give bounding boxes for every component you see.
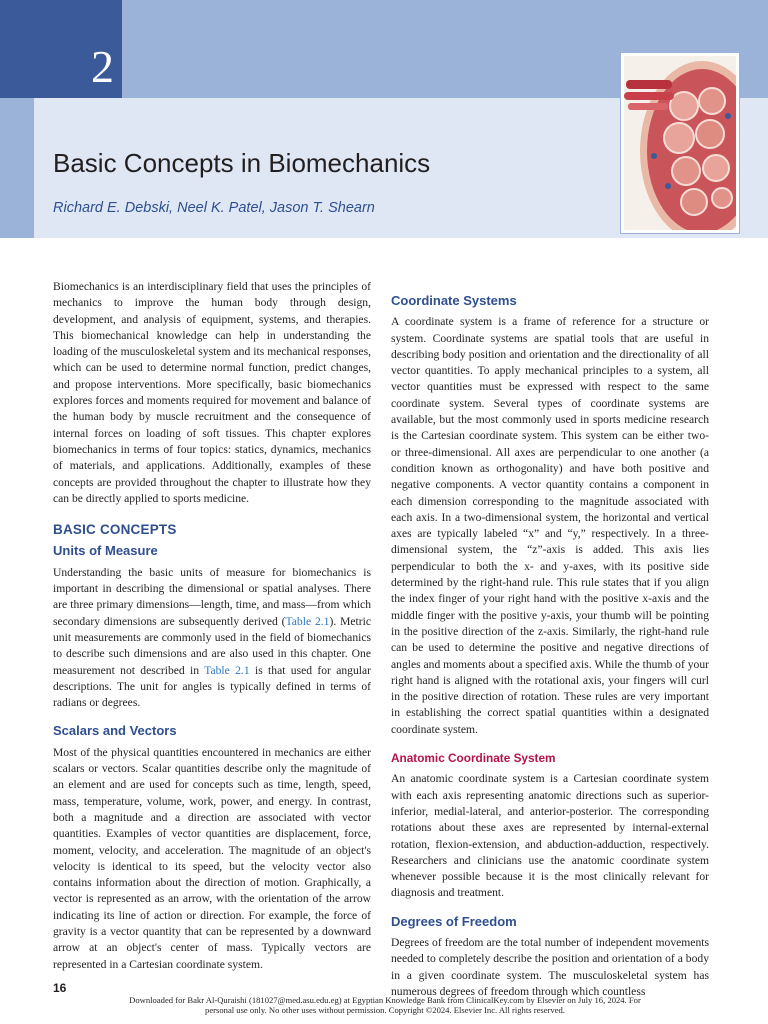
units-text-b: ). Metric unit measurements are commonly used in the field of biomechanics to describe such dimensions and are also used in this chapter. One measurement not described in xyxy=(53,614,372,677)
units-text-a: Understanding the basic units of measure for biomechanics is important in describing the dimensional or spatial analyses. There are three primary dimensions—length, time, and mass—from which secondary dimensions are subsequently derived ( xyxy=(53,565,371,628)
subheading-degrees-of-freedom: Degrees of Freedom xyxy=(391,913,517,929)
table-2-1-link[interactable]: Table 2.1 xyxy=(285,614,330,628)
scalars-paragraph: Most of the physical quantities encountered in mechanics are either scalars or vectors. Scalar quantities describe only the magnitude of an element and are used for concepts such as time, length, speed, mass, temperature, volume, work, power, and energy. In contrast, both a magnitude and a direction are associated with vector quantities. Examples of vector quantities are displacement, force, moment, velocity, and acceleration. The magnitude of an object's velocity is identical to its speed, but the velocity vector also contains information about the direction of motion. Graphically, a vector is represented as an arrow, with the orientation of the arrow indicating its line of action or direction. For example, the force of gravity is a vector quantity that can be represented by a downward arrow at an object's center of mass. Typically vectors are represented in a Cartesian coordinate system. xyxy=(53,745,371,971)
table-2-1-link-2[interactable]: Table 2.1 xyxy=(204,663,250,677)
anatomic-paragraph: An anatomic coordinate system is a Cartesian coordinate system with each axis representing anatomic directions such as superior-inferior, medial-lateral, and anterior-posterior. The corresponding rotations about these axes are represented by internal-external rotation, flexion-extension, and abduction-adduction, respectively. Researchers and clinicians use the anatomic coordinate system whenever possible because it is the most clinically relevant for diagnosis and treatment. xyxy=(391,772,709,900)
subheading-scalars-and-vectors: Scalars and Vectors xyxy=(53,723,177,739)
chapter-authors: Richard E. Debski, Neel K. Patel, Jason T. Shearn xyxy=(53,200,375,216)
intro-paragraph: Biomechanics is an interdisciplinary field that uses the principles of mechanics to improve the human body through design, development, and analysis of equipment, systems, and therapies. This biomechanical knowledge can help in understanding the loading of the musculoskeletal system and its mechanical responses, which can be used to determine normal function, predict changes, and propose interventions. More specifically, basic biomechanics explores forces and moments required for movement and balance of the human body by muscle recruitment and the consequence of internal forces on loading of soft tissues. This chapter explores biomechanics in terms of four topics: statics, dynamics, mechanics of materials, and applications. Additionally, examples of these concepts are provided throughout the chapter to illustrate how they can be directly applied to sports medicine. xyxy=(53,280,371,505)
chapter-number-box xyxy=(0,0,122,98)
units-paragraph xyxy=(53,565,371,712)
units-text-c: is that used for angular descriptions. The unit for angles is typically defined in terms of radians or degrees. xyxy=(53,663,371,710)
left-column xyxy=(53,279,371,973)
muscle-cross-section-illustration xyxy=(624,56,736,230)
page-number: 16 xyxy=(53,981,67,995)
subheading-coordinate-systems: Coordinate Systems xyxy=(391,293,517,308)
chapter-opener-image xyxy=(621,53,739,233)
degrees-paragraph: Degrees of freedom are the total number of independent movements needed to completely describe the position and orientation of a body in a given coordinate system. The musculoskeletal system has numerous degrees of freedom through which countless xyxy=(391,935,709,998)
subheading-units-of-measure: Units of Measure xyxy=(53,543,158,559)
coordinate-systems-paragraph: A coordinate system is a frame of reference for a structure or system. Coordinate systems are spatial tools that are useful in describing body position and orientation and the directionality of all vector quantities. To apply mechanical principles to a system, all vector quantities must be expressed with respect to the same coordinate system. Several types of coordinate systems are available, but the most commonly used in sports medicine research is the Cartesian coordinate system. This system can be either two- or three-dimensional. All axes are perpendicular to one another (a condition known as orthogonality) and have both positive and negative components. A vector quantity contains a component in each dimension corresponding to the magnitude associated with each axis. In a two-dimensional system, the horizontal and vertical axes are typically labeled “x” and “y,” respectively. In a three-dimensional system, the “z”-axis is added. This axis lies perpendicular to both the x- and y-axes, with its positive side determined by the right-hand rule. This rule states that if you align the index finger of your right hand with the positive x-axis and the middle finger with the positive y-axis, your thumb will be pointing in the positive direction of the z-axis. Similarly, the right-hand rule can be used to determine the positive and negative directions of angles and moments about a specified axis. While the thumb of your right hand is aligned with the rotational axis, your fingers will curl in the positive direction of rotation. These rules are very important in establishing the correct spatial quantities within a designated coordinate system. xyxy=(391,315,709,736)
chapter-number: 2 xyxy=(91,41,114,92)
subheading-anatomic-coordinate-system: Anatomic Coordinate System xyxy=(391,751,556,766)
section-heading-basic-concepts: BASIC CONCEPTS xyxy=(53,522,177,538)
chapter-title: Basic Concepts in Biomechanics xyxy=(53,148,431,178)
left-accent-stripe xyxy=(0,98,34,238)
right-column xyxy=(391,289,709,1000)
download-footer: Downloaded for Bakr Al-Quraishi (181027@med.asu.edu.eg) at Egyptian Knowledge Bank from ClinicalKey.com by Elsevier on July 16, 2024. For personal use only. No other uses without permission. Copyright ©2024. Elsevier Inc. All rights reserved. xyxy=(129,995,641,1015)
